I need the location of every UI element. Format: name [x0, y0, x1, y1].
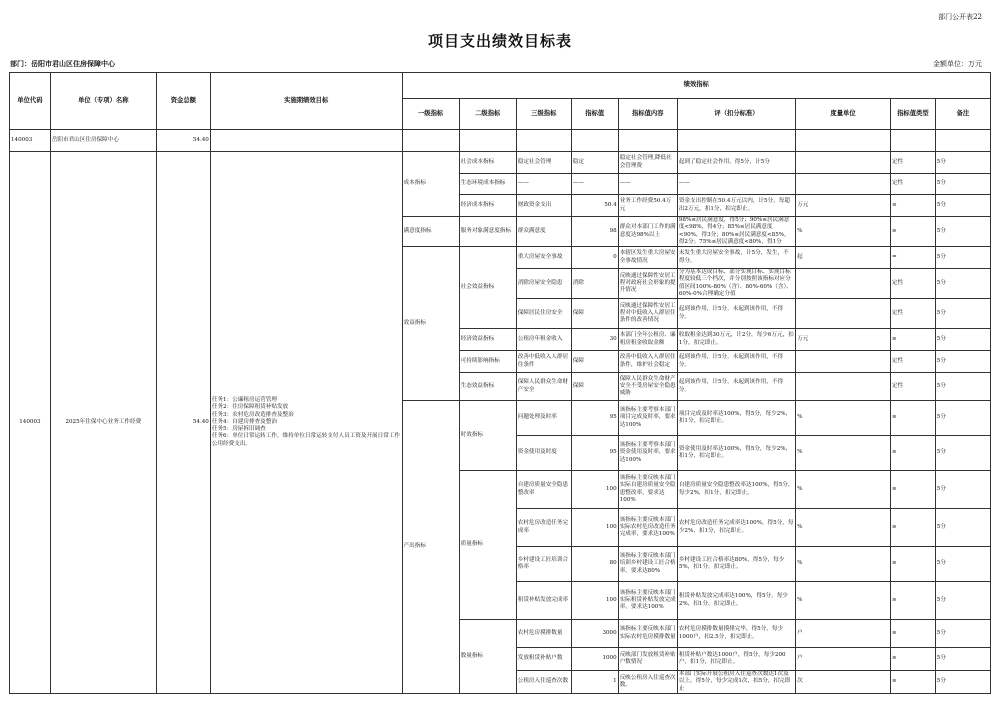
l3-cell: 农村危房摸排数量: [516, 620, 571, 648]
type-cell: ≥: [890, 547, 935, 582]
content-cell: 反映公租房入住巡查次数。: [618, 671, 677, 694]
content-cell: 该指标主要考察本部门资金使用及时率，要求达100%: [618, 436, 677, 471]
type-cell: ≥: [890, 620, 935, 648]
l3-cell: 消除房屋安全隐患: [516, 269, 571, 299]
type-cell: 定性: [890, 299, 935, 329]
l3-cell: 保障居民住房安全: [516, 299, 571, 329]
scoring-cell: 资金使用及时率达100%，得5分，每少2%，扣1分，扣完即止。: [677, 436, 795, 471]
value-cell: 3000: [571, 620, 618, 648]
unit-cell: %: [796, 582, 891, 620]
unit-cell: 万元: [796, 329, 891, 351]
type-cell: ≥: [890, 401, 935, 436]
note-cell: 5分: [935, 329, 990, 351]
type-cell: ≤: [890, 195, 935, 217]
unit-cell: %: [796, 217, 891, 247]
note-cell: 5分: [935, 217, 990, 247]
l3-cell: 公租房年租金收入: [516, 329, 571, 351]
type-cell: ≥: [890, 329, 935, 351]
project-amount: 54.40: [156, 152, 210, 694]
l3-cell: 稳定社会管理: [516, 152, 571, 174]
unit-cell: %: [796, 509, 891, 547]
value-cell: 消除: [571, 269, 618, 299]
col-unit-code: 单位代码: [10, 73, 51, 130]
unit-cell: [796, 351, 891, 373]
content-cell: 反映通过保障性安居工程对政府社会形象的提升情况: [618, 269, 677, 299]
scoring-cell: 起到该作用，计5分，未起到该作用，不得分。: [677, 351, 795, 373]
content-cell: 该指标主要反映本部门实际农村危房摸排数量: [618, 620, 677, 648]
content-cell: 该指标主要反映本部门实际农村危房改造任务完成率，要求达100%: [618, 509, 677, 547]
scoring-cell: 项目完成及时率达100%，得5分，每少2%，扣1分，扣完即止。: [677, 401, 795, 436]
l2-quality: 质量指标: [459, 471, 516, 620]
unit-cell: 万元: [796, 195, 891, 217]
value-cell: 98: [571, 217, 618, 247]
content-cell: 反映通过保障性安居工程对中低收入人群居住条件的改善情况: [618, 299, 677, 329]
summary-name: 岳阳市君山区住房保障中心: [50, 130, 156, 152]
unit-cell: %: [796, 547, 891, 582]
note-cell: 5分: [935, 152, 990, 174]
type-cell: 定性: [890, 373, 935, 401]
group-benefit: 效益指标: [402, 247, 459, 401]
content-cell: 群众对本部门工作的满意度达98%以上: [618, 217, 677, 247]
l3-cell: 乡村建设工匠培训合格率: [516, 547, 571, 582]
l3-cell: ——: [516, 174, 571, 195]
scoring-cell: 乡村建设工匠合格率达80%，得5分，每少5%，扣1分，扣完即止。: [677, 547, 795, 582]
l2-cell: 经济效益指标: [459, 329, 516, 351]
content-cell: 反映部门发放租赁补贴户数情况: [618, 648, 677, 671]
l2-cell: 生态效益指标: [459, 373, 516, 401]
type-cell: =: [890, 247, 935, 269]
summary-row: [10, 130, 991, 152]
l2-social-benefit: 社会效益指标: [459, 247, 516, 329]
content-cell: 该指标主要反映本部门培训乡村建设工匠合格率，要求达80%: [618, 547, 677, 582]
unit-cell: [796, 152, 891, 174]
note-cell: 5分: [935, 436, 990, 471]
content-cell: 该指标主要考察本部门项目完成及时率，要求达100%: [618, 401, 677, 436]
scoring-cell: 自建房质量安全隐患整改率达100%，得5分，每少2%，扣1分，扣完即止。: [677, 471, 795, 509]
l3-cell: 财政资金支出: [516, 195, 571, 217]
scoring-cell: 分为基本达成目标、部分实现目标、实现目标程度较低三个档次，并分别按照该指标对应分值区间100%-80%（含）、80%-60%（含）、60%-0%合理确定分值: [677, 269, 795, 299]
scoring-cell: 资金支出控制在50.4万元以内，计5分，每超出2万元，扣1分，扣完即止。: [677, 195, 795, 217]
note-cell: 5分: [935, 373, 990, 401]
header-row: [10, 73, 991, 99]
department-name: 部门：岳阳市君山区住房保障中心: [10, 59, 115, 68]
document-title: 项目支出绩效目标表: [427, 32, 572, 50]
scoring-cell: 农村危房摸排数量摸排完毕，得5分，每少1000户，扣2.5分，扣完即止。: [677, 620, 795, 648]
col-content: 指标值内容: [618, 99, 677, 130]
col-total-funds: 资金总额: [156, 73, 210, 130]
value-cell: 100: [571, 582, 618, 620]
l2-cell: 服务对象满意度指标: [459, 217, 516, 247]
summary-amount: 54.40: [156, 130, 210, 152]
scoring-cell: 收取租金达到30万元，计2分，每少6万元，扣1分，扣完即止。: [677, 329, 795, 351]
table-row: [10, 152, 991, 174]
l3-cell: 公租房入住巡查次数: [516, 671, 571, 694]
type-cell: ≥: [890, 436, 935, 471]
scoring-cell: 租赁补贴发放完成率达100%，得5分，每少2%，扣1分，扣完即止。: [677, 582, 795, 620]
value-cell: 80: [571, 547, 618, 582]
col-indicators: 绩效指标: [402, 73, 990, 99]
l2-timeliness: 时效指标: [459, 401, 516, 471]
note-cell: 5分: [935, 671, 990, 694]
l2-quantity: 数量指标: [459, 620, 516, 694]
content-cell: 该指标主要反映本部门实际租赁补贴发放完成率，要求达100%: [618, 582, 677, 620]
scoring-cell: 起到了稳定社会作用，得5分，计5分: [677, 152, 795, 174]
col-measure-unit: 度量单位: [796, 99, 891, 130]
l2-cell: 生态环境成本指标: [459, 174, 516, 195]
amount-unit: 金额单位：万元: [933, 60, 982, 68]
value-cell: 稳定: [571, 152, 618, 174]
project-name: 2025年住保中心业务工作经费: [50, 152, 156, 694]
col-value: 指标值: [571, 99, 618, 130]
content-cell: 业务工作经费50.4万元: [618, 195, 677, 217]
note-cell: 5分: [935, 582, 990, 620]
l3-cell: 自建房质量安全隐患整改率: [516, 471, 571, 509]
value-cell: 95: [571, 401, 618, 436]
unit-cell: %: [796, 436, 891, 471]
note-cell: 5分: [935, 195, 990, 217]
unit-cell: %: [796, 471, 891, 509]
scoring-cell: 起到该作用，计5分，未起到该作用，不得分。: [677, 373, 795, 401]
value-cell: 30: [571, 329, 618, 351]
unit-cell: 次: [796, 671, 891, 694]
l3-cell: 群众满意度: [516, 217, 571, 247]
value-cell: 1000: [571, 648, 618, 671]
l2-cell: 可持续影响指标: [459, 351, 516, 373]
type-cell: ≥: [890, 509, 935, 547]
l3-cell: 保障人民群众生命财产安全: [516, 373, 571, 401]
type-cell: 定性: [890, 174, 935, 195]
scoring-cell: ——: [677, 174, 795, 195]
content-cell: 本部门全年公租房、廉租房租金收取金额: [618, 329, 677, 351]
value-cell: 95: [571, 436, 618, 471]
content-cell: 改善中低收入人群居住条件，维护社会稳定: [618, 351, 677, 373]
scoring-cell: 未发生重大房屋安全事故，计5分，发生，不得分。: [677, 247, 795, 269]
note-cell: 5分: [935, 471, 990, 509]
scoring-cell: 本部门实际开展公租房入住巡查次数达1次及以上，得5分，每少完成1次，扣5分，扣完即止: [677, 671, 795, 694]
content-cell: ——: [618, 174, 677, 195]
type-cell: ≥: [890, 582, 935, 620]
scoring-cell: 98%≤居民满意度，得5分；90%≤居民满意度<98%，得4分；85%≤居民满意度<90%，得3分；80%≤居民满意度<85%，得2分；75%≤居民满意度<80%，得1分: [677, 217, 795, 247]
col-unit-name: 单位（专项）名称: [50, 73, 156, 130]
unit-cell: [796, 373, 891, 401]
type-cell: ≥: [890, 648, 935, 671]
value-cell: ——: [571, 174, 618, 195]
page-label: 部门公开表22: [938, 13, 982, 21]
project-goal: 任务1：公廉租房运营管理 任务2：住房保障租赁补贴发放 任务3：农村危房改造排查及整治 任务4：自建房排查及整治 任务5：房屋拆旧调查 任务6：单位日常运转工作，维持单位日常运转支付人员工资及开展日常工作公用经费支出。: [210, 152, 402, 694]
type-cell: ≥: [890, 671, 935, 694]
unit-cell: %: [796, 401, 891, 436]
l3-cell: 重大房屋安全事故: [516, 247, 571, 269]
group-satisfaction: 满意度指标: [402, 217, 459, 247]
type-cell: 定性: [890, 152, 935, 174]
col-note: 备注: [935, 99, 990, 130]
l3-cell: 农村危房改造任务完成率: [516, 509, 571, 547]
value-cell: 保障: [571, 299, 618, 329]
l3-cell: 改善中低收入人群居住条件: [516, 351, 571, 373]
scoring-cell: 租赁补贴户数达1000户，得5分，每少200户，扣1分，扣完即止。: [677, 648, 795, 671]
col-level2: 二级指标: [459, 99, 516, 130]
col-level1: 一级指标: [402, 99, 459, 130]
value-cell: 1: [571, 671, 618, 694]
col-type: 指标值类型: [890, 99, 935, 130]
note-cell: 5分: [935, 247, 990, 269]
value-cell: 50.4: [571, 195, 618, 217]
unit-cell: 户: [796, 648, 891, 671]
performance-table: [9, 72, 991, 694]
project-code: 140003: [10, 152, 51, 694]
scoring-cell: 农村危房改造任务完成率达100%，得5分，每少2%，扣1分，扣完即止。: [677, 509, 795, 547]
type-cell: ≥: [890, 217, 935, 247]
unit-cell: 户: [796, 620, 891, 648]
l2-cell: 经济成本指标: [459, 195, 516, 217]
note-cell: 5分: [935, 269, 990, 299]
l3-cell: 发放租赁补贴户数: [516, 648, 571, 671]
note-cell: 5分: [935, 648, 990, 671]
note-cell: 5分: [935, 299, 990, 329]
unit-cell: [796, 174, 891, 195]
value-cell: 100: [571, 509, 618, 547]
content-cell: 本辖区发生重大房屋安全事故情况: [618, 247, 677, 269]
group-cost: 成本指标: [402, 152, 459, 217]
scoring-cell: 起到该作用，计5分，未起到该作用，不得分。: [677, 299, 795, 329]
type-cell: 定性: [890, 351, 935, 373]
l3-cell: 租赁补贴发放完成率: [516, 582, 571, 620]
note-cell: 5分: [935, 547, 990, 582]
note-cell: 5分: [935, 174, 990, 195]
value-cell: 100: [571, 471, 618, 509]
type-cell: ≥: [890, 471, 935, 509]
summary-code: 140003: [10, 130, 51, 152]
content-cell: 保障人民群众生命财产安全不受房屋安全隐患威胁: [618, 373, 677, 401]
unit-cell: 起: [796, 247, 891, 269]
group-output: 产出指标: [402, 401, 459, 694]
note-cell: 5分: [935, 509, 990, 547]
value-cell: 保障: [571, 351, 618, 373]
value-cell: 0: [571, 247, 618, 269]
content-cell: 该指标主要反映本部门实际自建房质量安全隐患整改率，要求达100%: [618, 471, 677, 509]
unit-cell: [796, 299, 891, 329]
col-level3: 三级指标: [516, 99, 571, 130]
col-scoring: 评（扣分标准）: [677, 99, 795, 130]
value-cell: 保障: [571, 373, 618, 401]
note-cell: 5分: [935, 401, 990, 436]
type-cell: 定性: [890, 269, 935, 299]
content-cell: 稳定社会管理,降低社会管理费: [618, 152, 677, 174]
note-cell: 5分: [935, 351, 990, 373]
l2-social-cost: 社会成本指标: [459, 152, 516, 174]
note-cell: 5分: [935, 620, 990, 648]
l3-cell: 问题处理及时率: [516, 401, 571, 436]
unit-cell: [796, 269, 891, 299]
col-goal: 实施期绩效目标: [210, 73, 402, 130]
l3-cell: 资金使用及时度: [516, 436, 571, 471]
